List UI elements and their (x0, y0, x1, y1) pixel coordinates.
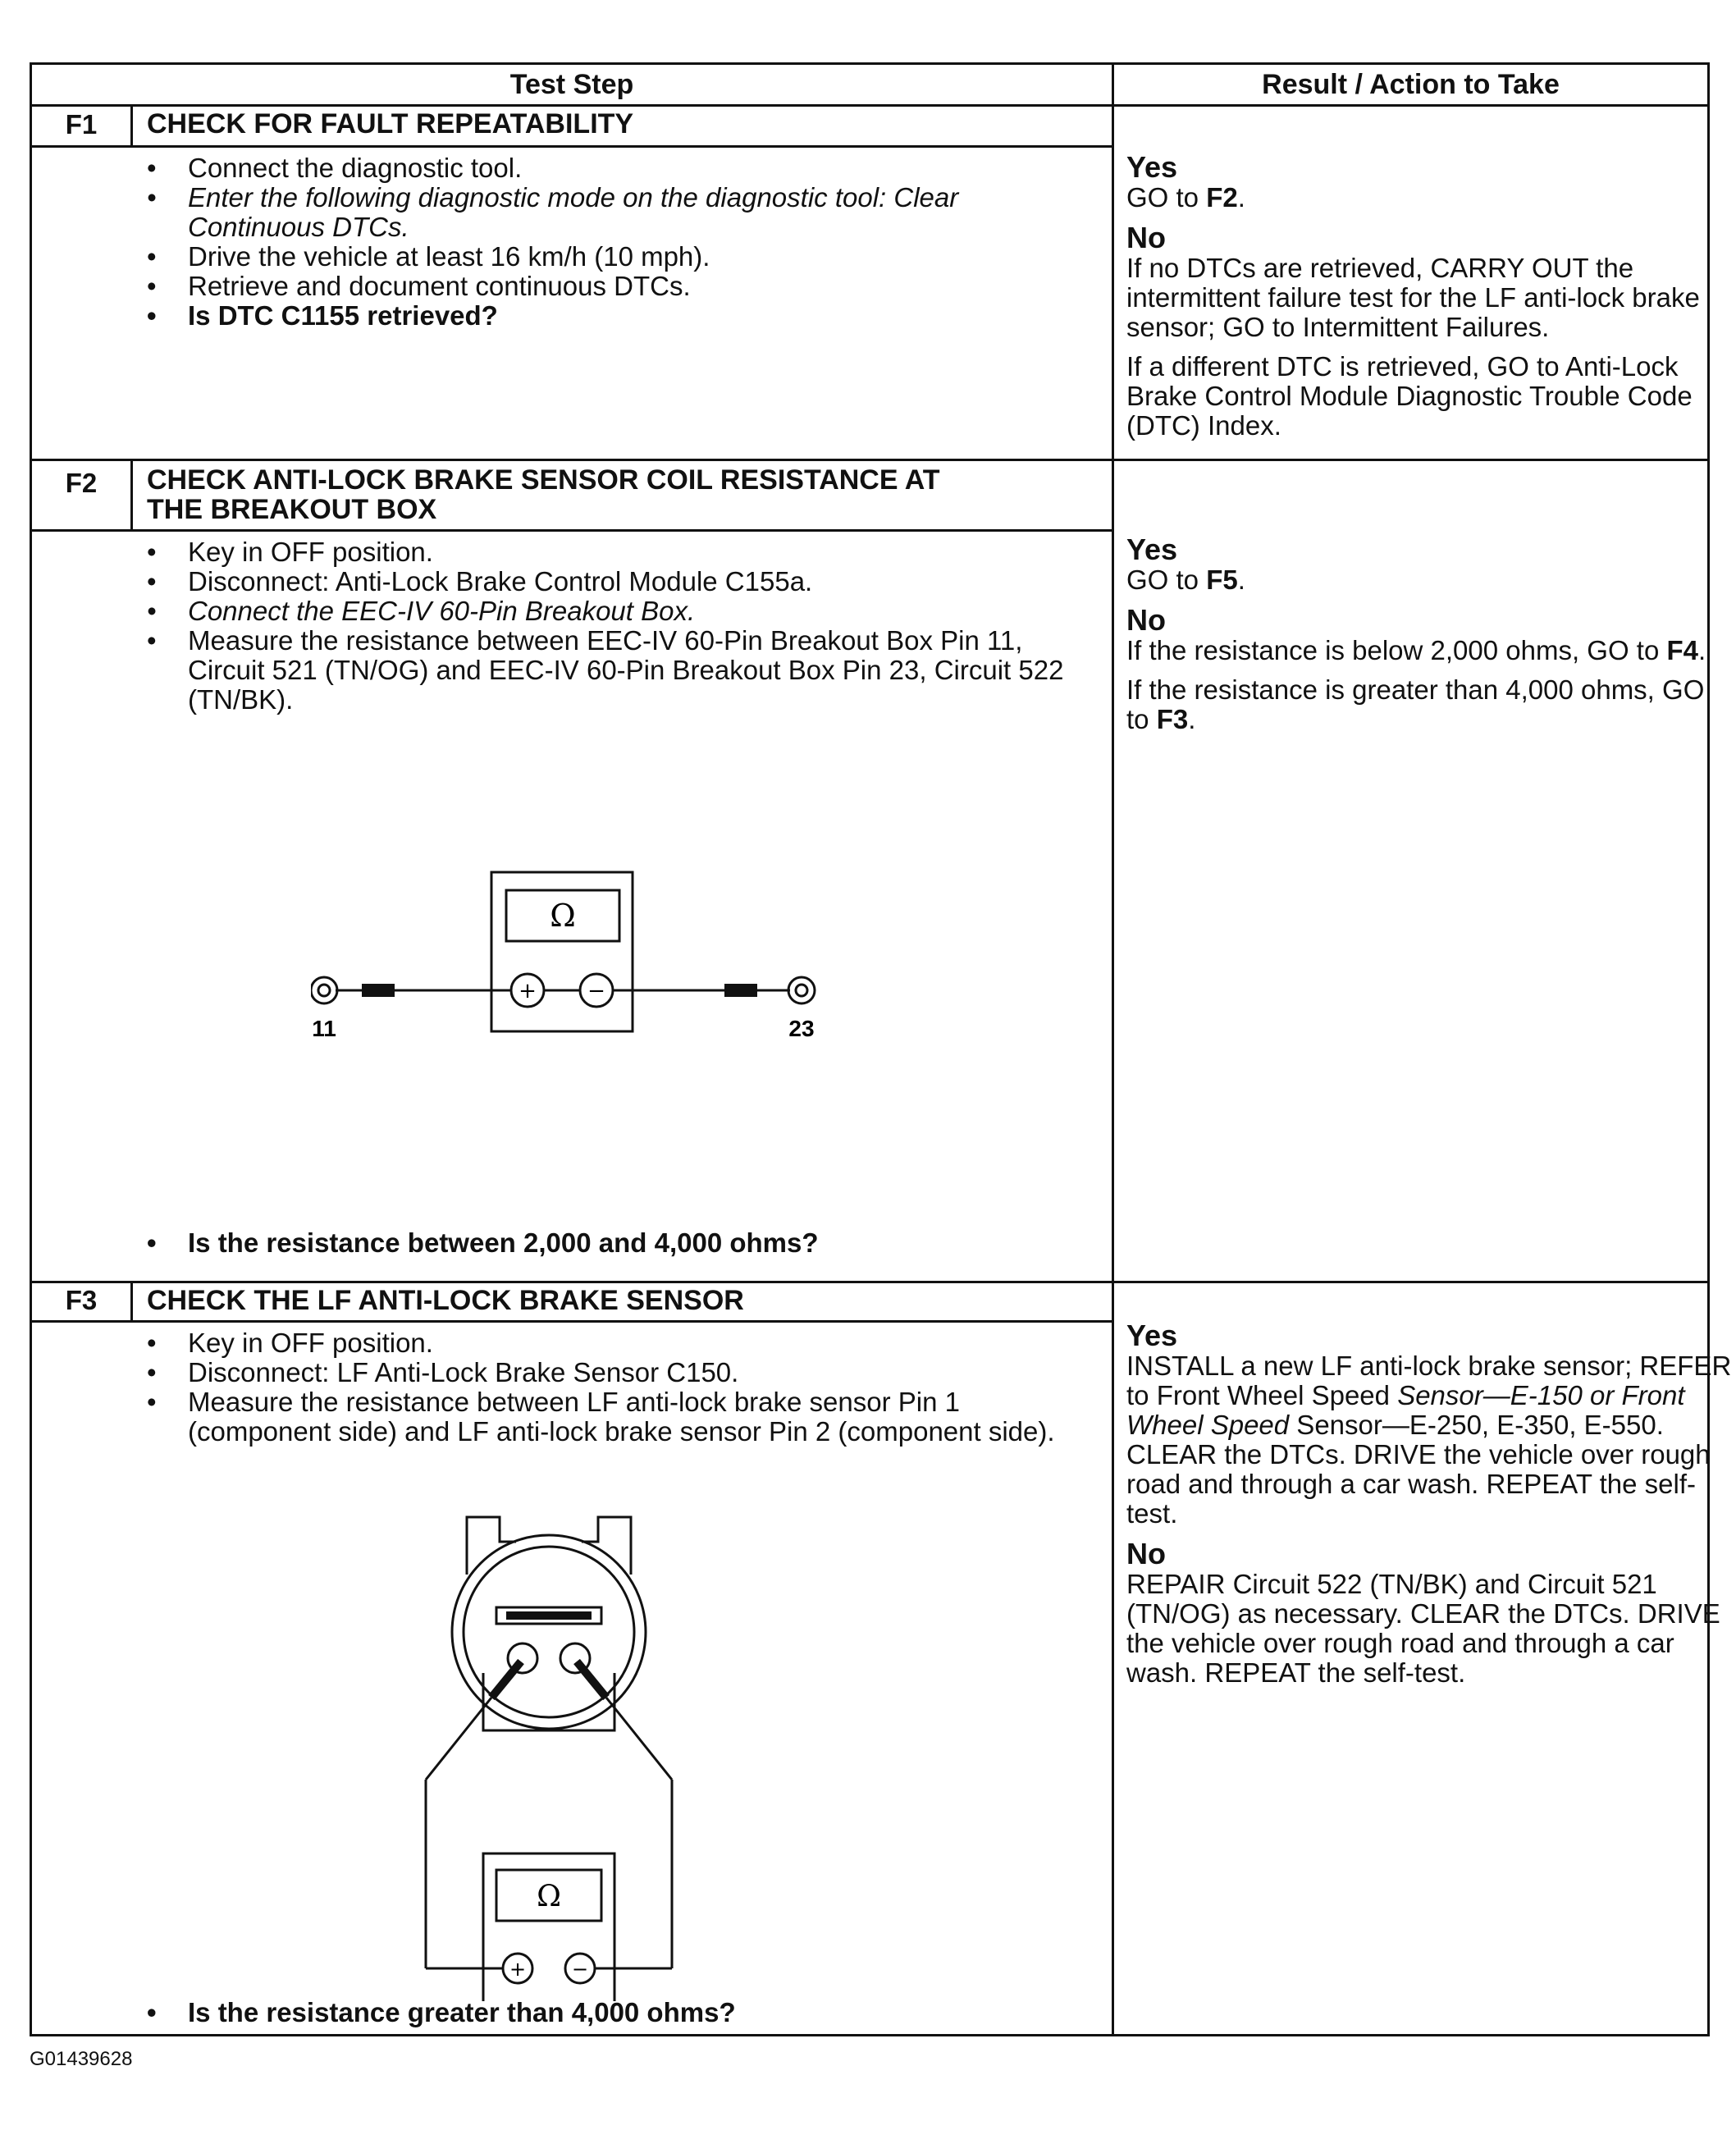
column-divider (1112, 65, 1114, 2034)
step-item: • Drive the vehicle at least 16 km/h (10 mph). (139, 242, 1082, 272)
no-action-1: If the resistance is below 2,000 ohms, GO to F4. (1126, 635, 1706, 665)
figure-code: G01439628 (30, 2048, 133, 2070)
step-list-f3 (139, 1328, 1082, 1447)
yes-label: Yes (1126, 1319, 1178, 1352)
result-f3 (1126, 1320, 1734, 1688)
step-item: • Measure the resistance between EEC-IV 60-Pin Breakout Box Pin 11, Circuit 521 (TN/OG) and EEC-IV 60-Pin Breakout Box Pin 23, Circuit 522 (TN/BK). (139, 626, 1082, 715)
f1-title-line (32, 145, 1112, 148)
step-title-f1: CHECK FOR FAULT REPEATABILITY (147, 108, 634, 139)
step-question: • Is the resistance between 2,000 and 4,000 ohms? (139, 1228, 1082, 1258)
step-title-f2-line1: CHECK ANTI-LOCK BRAKE SENSOR COIL RESISTANCE AT (147, 464, 940, 496)
no-action: REPAIR Circuit 522 (TN/BK) and Circuit 521 (TN/OG) as necessary. CLEAR the DTCs. DRIVE the vehicle over rough road and through a car wash. REPEAT the self-test. (1126, 1569, 1720, 1688)
sensor-connector-figure (393, 1509, 705, 2001)
step-item: • Disconnect: LF Anti-Lock Brake Sensor C150. (139, 1358, 1082, 1387)
yes-action: GO to F2. (1126, 182, 1245, 213)
step-list-f1 (139, 153, 1082, 331)
id-divider-f2 (130, 459, 133, 529)
minus-terminal: − (571, 1958, 589, 1981)
step-id-f2: F2 (65, 468, 98, 498)
f3-title-line (32, 1320, 1112, 1323)
step-question-f3 (139, 1998, 1082, 2027)
step-question-f2 (139, 1228, 1082, 1258)
yes-label: Yes (1126, 150, 1178, 184)
step-item: • Key in OFF position. (139, 1328, 1082, 1358)
step-item: • Connect the diagnostic tool. (139, 153, 1082, 183)
result-f1 (1126, 152, 1734, 441)
omega-symbol: Ω (537, 1880, 561, 1913)
step-id-f3: F3 (65, 1285, 98, 1315)
no-action-2: If a different DTC is retrieved, GO to Anti-Lock Brake Control Module Diagnostic Trouble Code (DTC) Index. (1126, 351, 1693, 441)
minus-terminal: − (587, 979, 605, 1003)
yes-action: GO to F5. (1126, 564, 1245, 595)
omega-symbol: Ω (550, 898, 576, 934)
header-line (32, 104, 1707, 107)
plus-terminal: + (519, 979, 537, 1003)
step-question: • Is DTC C1155 retrieved? (139, 301, 1082, 331)
step-item: • Enter the following diagnostic mode on the diagnostic tool: Clear Continuous DTCs. (139, 183, 1082, 242)
pin-label-23: 23 (788, 1016, 815, 1041)
step-question: • Is the resistance greater than 4,000 ohms? (139, 1998, 1082, 2027)
id-divider-f3 (130, 1281, 133, 1320)
yes-action: INSTALL a new LF anti-lock brake sensor; REFER to Front Wheel Speed Sensor—E-150 or Front Wheel Speed Sensor—E-250, E-350, E-550. CLEAR the DTCs. DRIVE the vehicle over rough road and through a car wash. REPEAT the self-test. (1126, 1351, 1732, 1529)
test-step-table (30, 62, 1732, 2036)
f2-end-line (32, 1281, 1707, 1283)
step-item: • Disconnect: Anti-Lock Brake Control Module C155a. (139, 567, 1082, 596)
no-action-2: If the resistance is greater than 4,000 ohms, GO to F3. (1126, 674, 1705, 734)
no-action-1: If no DTCs are retrieved, CARRY OUT the intermittent failure test for the LF anti-lock brake sensor; GO to Intermittent Failures. (1126, 253, 1700, 342)
f1-end-line (32, 459, 1707, 461)
step-title-f3: CHECK THE LF ANTI-LOCK BRAKE SENSOR (147, 1285, 744, 1316)
no-label: No (1126, 1537, 1166, 1570)
step-item: • Retrieve and document continuous DTCs. (139, 272, 1082, 301)
ohmmeter-breakout-figure (311, 869, 836, 1066)
step-item: • Connect the EEC-IV 60-Pin Breakout Box. (139, 596, 1082, 626)
step-title-f2-line2: THE BREAKOUT BOX (147, 494, 437, 525)
step-item: • Key in OFF position. (139, 537, 1082, 567)
step-id-f1: F1 (65, 109, 98, 139)
plus-terminal: + (509, 1958, 527, 1981)
pin-label-11: 11 (312, 1016, 336, 1041)
result-f2 (1126, 534, 1734, 734)
header-result-action: Result / Action to Take (1262, 68, 1560, 100)
id-divider-f1 (130, 104, 133, 145)
yes-label: Yes (1126, 532, 1178, 566)
f2-title-line (32, 529, 1112, 532)
step-list-f2 (139, 537, 1082, 715)
step-item: • Measure the resistance between LF anti-lock brake sensor Pin 1 (component side) and LF anti-lock brake sensor Pin 2 (component side). (139, 1387, 1082, 1447)
no-label: No (1126, 603, 1166, 637)
no-label: No (1126, 221, 1166, 254)
header-test-step: Test Step (509, 68, 634, 100)
